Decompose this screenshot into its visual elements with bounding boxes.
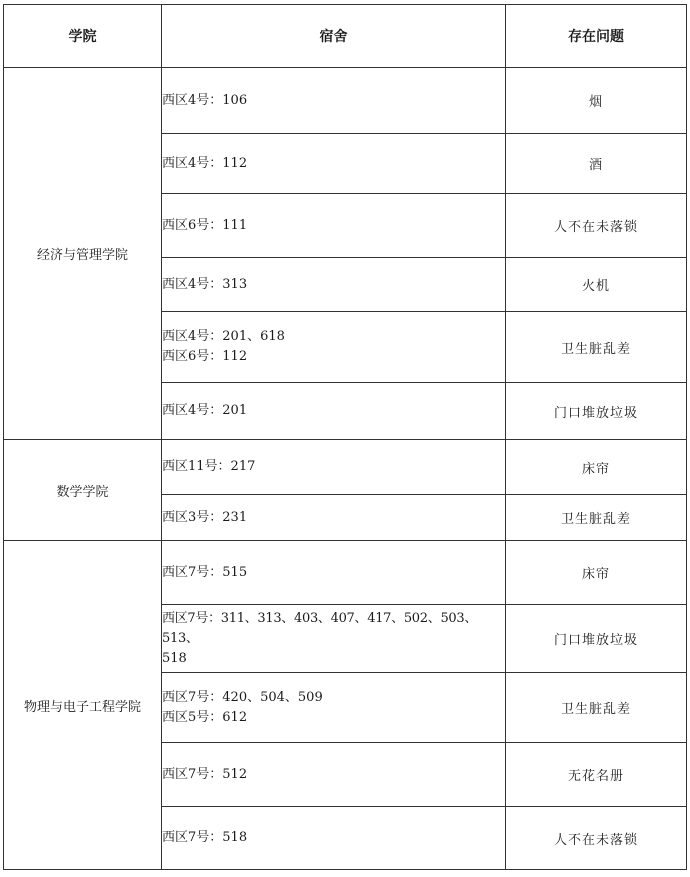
issue-cell: 门口堆放垃圾 [506,383,687,440]
dorm-line: 西区7号：515 [162,564,248,580]
table-row [4,68,687,134]
dorm-line: 西区4号：112 [162,155,248,171]
issue-cell: 床帘 [506,541,687,605]
dorm-cell [162,312,506,383]
issue-cell: 卫生脏乱差 [506,495,687,541]
table-row [4,541,687,605]
dorm-line: 西区5号：612 [162,709,248,725]
issue-cell: 酒 [506,134,687,194]
dorm-line: 西区7号：518 [162,830,248,845]
dorm-line: 西区4号：201 [162,403,248,418]
dorm-cell [162,440,506,495]
header-college: 学院 [4,5,162,68]
dorm-cell [162,495,506,541]
header-issue: 存在问题 [506,5,687,68]
dorm-line: 西区4号：106 [162,92,248,108]
header-row [4,5,687,68]
dorm-cell [162,807,506,870]
table-row [4,440,687,495]
dorm-cell [162,673,506,743]
header-dorm: 宿舍 [162,5,506,68]
issue-cell: 人不在未落锁 [506,194,687,258]
college-cell: 物理与电子工程学院 [4,541,162,870]
dorm-line: 518 [162,650,187,666]
dorm-line: 西区7号：311、313、403、407、417、502、503、513、 [162,610,478,646]
dorm-cell [162,605,506,673]
dorm-line: 西区4号：201、618 [162,329,285,344]
college-cell: 数学学院 [4,440,162,541]
issue-cell: 烟 [506,68,687,134]
issue-cell: 无花名册 [506,743,687,807]
issue-cell: 床帘 [506,440,687,495]
issue-cell: 火机 [506,258,687,312]
issue-cell: 卫生脏乱差 [506,673,687,743]
dorm-cell [162,68,506,134]
dorm-cell [162,194,506,258]
dorm-line: 西区6号：112 [162,349,248,364]
dorm-cell [162,743,506,807]
dorm-line: 西区7号：420、504、509 [162,689,323,705]
dorm-cell [162,383,506,440]
dorm-line: 西区4号：313 [162,276,248,292]
issue-cell: 门口堆放垃圾 [506,605,687,673]
dorm-line: 西区6号：111 [162,217,248,233]
dorm-cell [162,258,506,312]
dorm-cell [162,541,506,605]
dorm-cell [162,134,506,194]
issue-cell: 人不在未落锁 [506,807,687,870]
dorm-line: 西区11号：217 [162,459,256,474]
dorm-inspection-table [3,4,687,870]
dorm-line: 西区7号：512 [162,766,248,782]
issue-cell: 卫生脏乱差 [506,312,687,383]
college-cell: 经济与管理学院 [4,68,162,440]
dorm-line: 西区3号：231 [162,509,248,525]
